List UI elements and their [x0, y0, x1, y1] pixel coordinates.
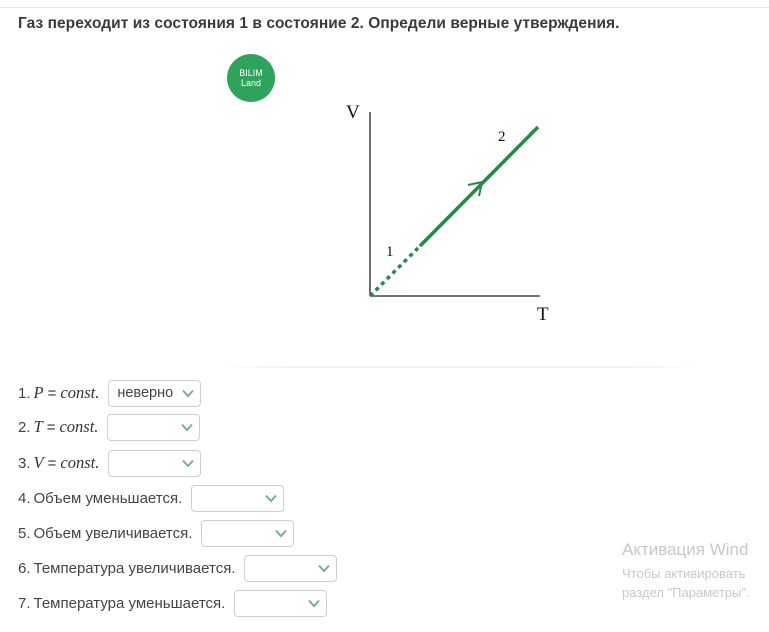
chevron-down-icon — [275, 529, 287, 538]
statement-text: Объем увеличивается. — [33, 524, 193, 542]
section-divider — [216, 366, 700, 368]
statement-number: 5. — [18, 524, 31, 542]
answer-select-6[interactable] — [244, 555, 337, 582]
statement-text: Объем уменьшается. — [33, 489, 183, 507]
point2-label: 2 — [498, 129, 506, 145]
chevron-down-icon — [318, 564, 330, 573]
statement-row-6 — [18, 554, 337, 582]
windows-activation-watermark — [622, 540, 750, 600]
y-axis-label: V — [346, 102, 360, 123]
x-axis-label: T — [537, 304, 549, 325]
formula-variable: V — [33, 453, 44, 472]
process-line — [420, 127, 538, 246]
statement-formula — [34, 417, 99, 437]
formula-equals: = — [47, 385, 57, 402]
logo-line2: Land — [240, 78, 262, 88]
answer-select-value: неверно — [117, 384, 174, 401]
chevron-down-icon — [181, 423, 193, 432]
answer-select-7[interactable] — [234, 590, 327, 617]
answer-select-4[interactable] — [191, 485, 284, 512]
statement-formula — [34, 453, 100, 473]
chevron-down-icon — [265, 494, 277, 503]
formula-const: const. — [60, 453, 100, 472]
statement-number: 3. — [18, 454, 31, 472]
chevron-down-icon — [308, 599, 320, 608]
activation-line3: раздел "Параметры". — [622, 585, 750, 600]
statement-number: 7. — [18, 594, 31, 612]
statement-row-1 — [18, 379, 201, 407]
formula-variable: T — [33, 417, 43, 436]
statement-row-4 — [18, 484, 284, 512]
statement-row-7 — [18, 589, 327, 617]
chevron-down-icon — [182, 459, 194, 468]
point1-label: 1 — [386, 244, 394, 260]
chevron-down-icon — [182, 389, 194, 398]
activation-line2: Чтобы активировать — [622, 566, 746, 581]
formula-const: const. — [59, 417, 99, 436]
dotted-extension-line — [370, 248, 418, 296]
statement-number: 4. — [18, 489, 31, 507]
answer-select-2[interactable] — [107, 414, 200, 441]
activation-title: Активация Wind — [622, 540, 749, 559]
statement-number: 2. — [18, 418, 31, 436]
statement-number: 1. — [18, 384, 31, 402]
formula-equals: = — [47, 455, 57, 472]
formula-variable: P — [33, 383, 44, 402]
answer-select-5[interactable] — [201, 520, 294, 547]
statement-text: Температура уменьшается. — [33, 594, 226, 612]
formula-const: const. — [60, 383, 100, 402]
statement-row-2 — [18, 413, 200, 441]
statement-row-5 — [18, 519, 294, 547]
statement-formula — [34, 383, 100, 403]
answer-select-3[interactable] — [108, 450, 201, 477]
answer-select-1[interactable] — [108, 380, 201, 407]
question-text: Газ переходит из состояния 1 в состояние 2. Определи верные утверждения. — [18, 15, 620, 32]
statement-number: 6. — [18, 559, 31, 577]
statement-row-3 — [18, 449, 201, 477]
logo-line1: BILIM — [239, 68, 263, 78]
formula-equals: = — [46, 419, 56, 436]
statement-text: Температура увеличивается. — [33, 559, 236, 577]
